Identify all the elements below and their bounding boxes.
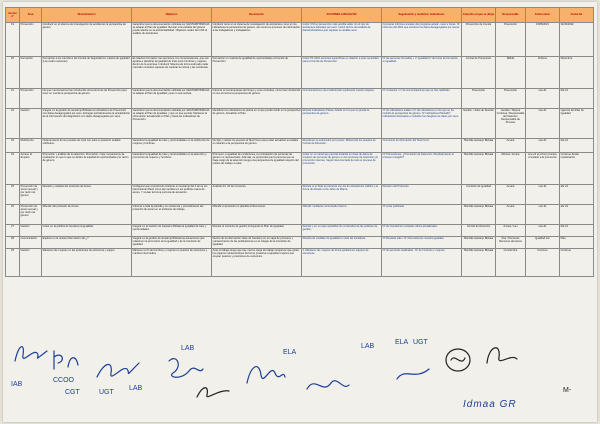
table-cell: Incluir en un canal que permita localizar en base de datos de empleos de personas de género en los procesos de selección y/o promoción internas. Seguir documentado de todo el proceso de promoción. [302, 153, 382, 185]
table-cell: Plantilla Gestamp Bizkaia [462, 249, 496, 277]
table-cell: Mantener las mujeres en las posiciones de estructura y equipo. [42, 249, 132, 277]
table-cell: Promoción y análisis de la selección; Promoción: crear mecanismos de evaluación en que lo que se dictam la equidad de oportunidades por razón de género. [42, 153, 132, 185]
table-cell: Formación en materia de igualdad de oportunidades al Comité de Prevención. [212, 57, 302, 89]
table-cell: 21 [6, 89, 20, 109]
table-cell: 24 [6, 153, 20, 185]
header-cell: Fecha fin [560, 8, 594, 23]
table-cell: De fijar y valorar los puestos al Nivel Cero para poder actualizar el análisis en relación a la perspectiva de género. [212, 139, 302, 153]
table-cell: 29 [6, 249, 20, 277]
table-cell: Comunicaciones vía email/circular explicando nuestro objetivo. [302, 89, 382, 109]
table-cell: Continuo [560, 249, 594, 277]
table-cell: ene-21 [526, 89, 560, 109]
table-cell: Nº de Cuestiones revisados ahora actualizados. [382, 225, 462, 237]
table-cell: Revisar y en su caso actualizar los contenidos de las políticas de gestión. [302, 225, 382, 237]
table-row [6, 249, 594, 277]
table-cell: Integrar en la Gestión de Gestamp Bizkaia la igualdad de trato y oportunidades. [132, 225, 212, 237]
signature-name: UGT [99, 389, 114, 396]
table-cell: RRHH [496, 57, 526, 89]
signature-initial: CGT [65, 389, 80, 396]
table-cell: Revisar indicadores Planta. Añadir en los que se pueda la perspectiva de género. [302, 109, 382, 139]
table-cell: Analizar Art. 20 de Convenio. [212, 185, 302, 205]
header-cell: Responsable [496, 8, 526, 23]
table-cell: feb-21 [560, 139, 594, 153]
header-cell: ACCIONES A REALIZAR [302, 8, 382, 23]
table-cell: Revisar el contexto de gestión incluyendo el Plan de Igualdad. [212, 225, 302, 237]
table-body [6, 23, 594, 277]
table-cell: Prevención de acoso sexual y por razón de género [20, 205, 42, 225]
table-cell: Difundir del protocolo de Acoso. [42, 205, 132, 225]
signature-name: ELA [283, 349, 297, 356]
header-cell: Colectivo al que se dirige [462, 8, 496, 23]
table-cell: Igualdad Gm [526, 237, 560, 249]
table-cell: Nº de personas realizadas - Nº de hombres y mujeres. [382, 249, 462, 277]
table-cell: vigencia del Plan de Igualdad [560, 109, 594, 139]
table-cell: Amara [496, 185, 526, 205]
table-cell: Comparar informes anuales del programa actual - sexo e horas. Nº informes del 2021 que contiene los datos desagregados por sexos. [382, 23, 462, 57]
table-row [6, 89, 594, 109]
table-cell: Reseña de medidas de igualdad en todo las iniciativas. [302, 237, 382, 249]
table-cell: mar-21 [526, 185, 560, 205]
signature-mark [93, 355, 143, 385]
table-cell: Nº Revistas sale / Nº informaciones nuestra igualdad. [382, 237, 462, 249]
table-cell: Comité Dire [496, 249, 526, 277]
table-cell: Integrar en la gestión de Gestamp Bizkaia las actuaciones que relacionen la promoción de la igualdad y de la Comisión de Igualdad. [132, 237, 212, 249]
signature-mark [241, 357, 289, 393]
table-cell: Garantizar que la documentación utilizada por GESTAMP BIZKAIA se adapte al Plan de igualdad y que no sea sexista. [132, 89, 212, 109]
table-row [6, 185, 594, 205]
table-cell: feb-21 [560, 225, 594, 237]
table-cell: Plantilla Gestamp Bizkaia [462, 153, 496, 185]
table-cell: Gestión [20, 109, 42, 139]
table-cell: Prevención [20, 89, 42, 109]
table-cell: Febrero [526, 57, 560, 89]
table-cell: 15/05/2021 [526, 23, 560, 57]
signature-initial: ELA [395, 339, 409, 346]
table-cell: ene-21 [526, 225, 560, 237]
table-cell: 1. Mantener las mujeres de forma paritaria en equipos de estructura. [302, 249, 382, 277]
table-cell: Formación [20, 57, 42, 89]
table-cell: Informar a toda la plantilla y su existencia y procedimiento del protocolo de acoso en el ambiente de trabajo. [132, 205, 212, 225]
table-cell: Nº scole publicado. [382, 205, 462, 225]
table-cell: Acceso al Empleo [20, 153, 42, 185]
table-cell: Comunicación [20, 237, 42, 249]
table-cell: Comisión de Igualdad [462, 185, 496, 205]
table-cell: Garantizar que la documentación utilizada por GESTAMP BIZKAIA se adapte al Plan de igualdad. Revisar si la variable del género puede afectar en la accidentabilidad. Objetivos reales del CSS el análisis de accidentes. [132, 23, 212, 57]
table-cell: 26 [6, 205, 20, 225]
signature-mark [11, 341, 51, 367]
table-cell: Plantilla Gestamp Bizkaia [462, 237, 496, 249]
table-cell: Explicar en la revista información del ¿? [42, 237, 132, 249]
table-cell: Amara [496, 139, 526, 153]
table-cell: Configurar que el protocolo existente en Gestamp del 4 de su sin transmitente Plazo como dar cambiar en los posibles casos de acoso. Y revisar la forma correcta de actuación. [132, 185, 212, 205]
header-cell: Fecha inicio [526, 8, 560, 23]
table-cell: Ordenamiento de los puestos de nivel con para su posterior análisis retributivo. [42, 139, 132, 153]
table-cell: Nº de personas formadas + nº igualdad Nº de horas de formación en igualdad. [382, 57, 462, 89]
table-cell: Nº contactos / nº de comunicaciones que se han realizado. [382, 89, 462, 109]
table-cell: 31/03/2022 [560, 23, 594, 57]
table-cell: Ante el trabajo tenga que hay menos carga de trabajo tengamos que quitar los equipos manteniéndose de forma proactiva a aquellas mujeres que ocupan puestos y posiciones de estructura. [212, 249, 302, 277]
header-cell: Seguimiento y medición; indicadores [382, 8, 462, 23]
table-cell: ene-21 [526, 109, 560, 139]
signature-area [3, 337, 597, 422]
table-cell: Incluir en la política de Gestamp la igualdad. [42, 225, 132, 237]
table-row [6, 237, 594, 249]
table-cell: Difundir mediante comunicado interno. [302, 205, 382, 225]
table-cell: Nº Promociones. ¿Promoción de Selección / Reclutamiento el proceso recogido? [382, 153, 462, 185]
table-cell: feb-21 [560, 89, 594, 109]
table-cell: Prevención de Comité [462, 23, 496, 57]
signature-name: LAB [181, 345, 195, 352]
table-cell: 23 [6, 139, 20, 153]
handwritten-signature: Idmaa GR [463, 399, 517, 410]
table-cell: Promover, a igualdad de condiciones, la contratación de personas de género no representado. Además, se propondrá que la persona que se haga cargo de la selección tenga una perspectiva de igualdad respecto del puesto de trabajo a optar. [212, 153, 302, 185]
table-cell: Comunicar la información del Nivel Cero [382, 139, 462, 153]
table-cell: Gestión / Mejora Continua / Responsable del Sistema / Responsable de Proceso [496, 109, 526, 139]
table-cell: Revisar si el Todo el protocolo con los de actuaciones viables y la forma de difusión a los Jefes de Planta. [302, 185, 382, 205]
table-cell: Gestión [20, 249, 42, 277]
table-cell: Diciembre [560, 57, 594, 89]
table-cell: Prevención [462, 89, 496, 109]
table-row [6, 153, 594, 185]
table-row [6, 139, 594, 153]
table-cell: Mantener el % de hombres y mujeres en puestos de estructura y mandos intermedios. [132, 249, 212, 277]
table-cell: Continuo [526, 249, 560, 277]
table-cell: Retribución [20, 139, 42, 153]
table-cell: Nº de indicadores totales / Nº de indicadores en los que se ha incluido la perspectiva de género. Nº indicadores Planta/Nº indicadores Revisados e incluidos los desglose de datos por sexo. [382, 109, 462, 139]
table-cell: Introducir en el sistema de investigación de accidentes la perspectiva de género. [42, 23, 132, 57]
table-cell: abr-21 [560, 185, 594, 205]
table-cell: Incluir CSS el prevención más posible saber sin el tipo de accidentes laborales por sexo. Incluir dentro del análisis de datos/indicadores que separan la variable sexo. [302, 23, 382, 57]
table-cell: Garantizar la igualdad de trato y oportunidades en la selección y promoción de mujeres y hombres. [132, 153, 212, 185]
signature-mark [393, 363, 433, 385]
signature-initial: LAB [129, 385, 143, 392]
header-cell: Denominación [42, 8, 132, 23]
table-cell: Plantilla Gestamp Bizkaia [462, 139, 496, 153]
table-cell: Continuo desde implantación [560, 153, 594, 185]
table-cell: Revisión y análisis del protocolo de Acoso. [42, 185, 132, 205]
table-cell: Reordenar su subniveles por puntos. Diferenciar los puestos de Comité de Dirección. [302, 139, 382, 153]
table-row [6, 57, 594, 89]
table-cell: abr-21 [560, 205, 594, 225]
table-cell: No que mencionamos han introducido otros términos de Prevención para tener en cuenta la perspectiva de género. [42, 89, 132, 109]
table-cell: Informar en las Empresas del Grupo y a los contratas, como han introducido en sus términos la perspectiva de género. [212, 89, 302, 109]
table-cell: Gestión / Jefes de Sección [462, 109, 496, 139]
header-cell: Objetivos [132, 8, 212, 23]
table-cell: El colectivo formativo: las secciones, los comunicaciones, que son ayudas a planificar la igualdad de trato entre hombres y mujeres dentro de la empresa. Introducir Sistema de forma estimado cada mercado contratos capaces de cambiar la cultura y las conductas. [132, 57, 212, 89]
table-cell: Formación a los miembros del Comité de Seguridad en materia de igualdad (Los cuatro sesiones). [42, 57, 132, 89]
table-cell: ene-21 [526, 139, 560, 153]
table-row [6, 109, 594, 139]
table-cell: Gestión [20, 225, 42, 237]
signature-stamp [443, 345, 473, 375]
table-cell: Difundir el protocolo en plantilla al documento. [212, 205, 302, 225]
signature-name: LAB [361, 343, 375, 350]
table-row [6, 23, 594, 57]
table-cell: Incluir PF 2021 acciones específicas en relación a este necesidad para el Comité de Prevención. [302, 57, 382, 89]
table-cell: 25 [6, 185, 20, 205]
signature-mark [303, 371, 353, 401]
table-cell: Integrar en la gestión de Gestamp Bizkaia los indicadores de Prevención con datos desagregados por sexo. Entregar periódicamente la actualización de la información del diagnóstico con datos desagregados por sexo. [42, 109, 132, 139]
table-cell: 19 [6, 23, 20, 57]
equality-plan-table [5, 7, 594, 277]
document-sheet [3, 2, 597, 422]
table-cell: Amara [496, 205, 526, 225]
table-row [6, 225, 594, 237]
table-cell: Revisión del Protocolo. [382, 185, 462, 205]
table-cell: Amara / Lan [496, 225, 526, 237]
table-cell: Garantizar que la documentación utilizada por GESTAMP BIZKAIA se adapte al Plan de igualdad, y que no sea sexista. Mantener la información actualizada en Plan y hacia los indicadores de Prevención. [132, 109, 212, 139]
header-cell: Descripción [212, 8, 302, 23]
signature-name: CCOO [53, 377, 74, 384]
table-cell: Comité de Dirección [462, 225, 496, 237]
table-cell: Comité de Prevención [462, 57, 496, 89]
signature-initial: UGT [413, 339, 428, 346]
table-cell: Plan [560, 237, 594, 249]
table-cell: mar-21 [526, 205, 560, 225]
header-cell: Acción nº [6, 8, 20, 23]
table-cell: ene-21 el primer proceso vinculado a la promoción [526, 153, 560, 185]
table-cell: Prevención de acoso sexual y por razón de género [20, 185, 42, 205]
table-cell: 27 [6, 225, 20, 237]
table-cell: Prevención [20, 23, 42, 57]
table-cell: Prevención [496, 23, 526, 57]
table-cell: 22 [6, 109, 20, 139]
table-cell: 28 [6, 237, 20, 249]
table-cell: Prevención [496, 89, 526, 109]
header-cell: Área [20, 8, 42, 23]
table-row [6, 205, 594, 225]
table-cell: Pep / Personas Recursos Humanos [496, 237, 526, 249]
table-cell: Plantilla Gestamp Bizkaia [462, 205, 496, 225]
signature-mark [193, 379, 233, 403]
signature-mark-text: M- [563, 387, 572, 394]
table-cell: Dentro de la información clave de Gestamp en el mapa de procesos y mantenimiento de las publicaciones en el colegio de la Comisión de Igualdad. [212, 237, 302, 249]
table-cell: Garantizar la igualdad de trato y oportunidades en la retribución de mujeres y hombres. [132, 139, 212, 153]
signature-name: IAB [11, 381, 23, 388]
signature-mark [481, 339, 521, 371]
signature-mark [48, 347, 84, 373]
table-cell: Identificar los indicadores de planta en el que pueda incidir en la perspectiva de género. Actualizar el Plan. [212, 109, 302, 139]
table-cell: Mónica / Amara [496, 153, 526, 185]
table-cell: Introducir tanto en el sistema de investigación de accidentes como en los indicadores la perspectiva de género, así como los procesos de información a las trabajadoras y trabajadores. [212, 23, 302, 57]
table-cell: 20 [6, 57, 20, 89]
table-header-row [6, 8, 594, 23]
